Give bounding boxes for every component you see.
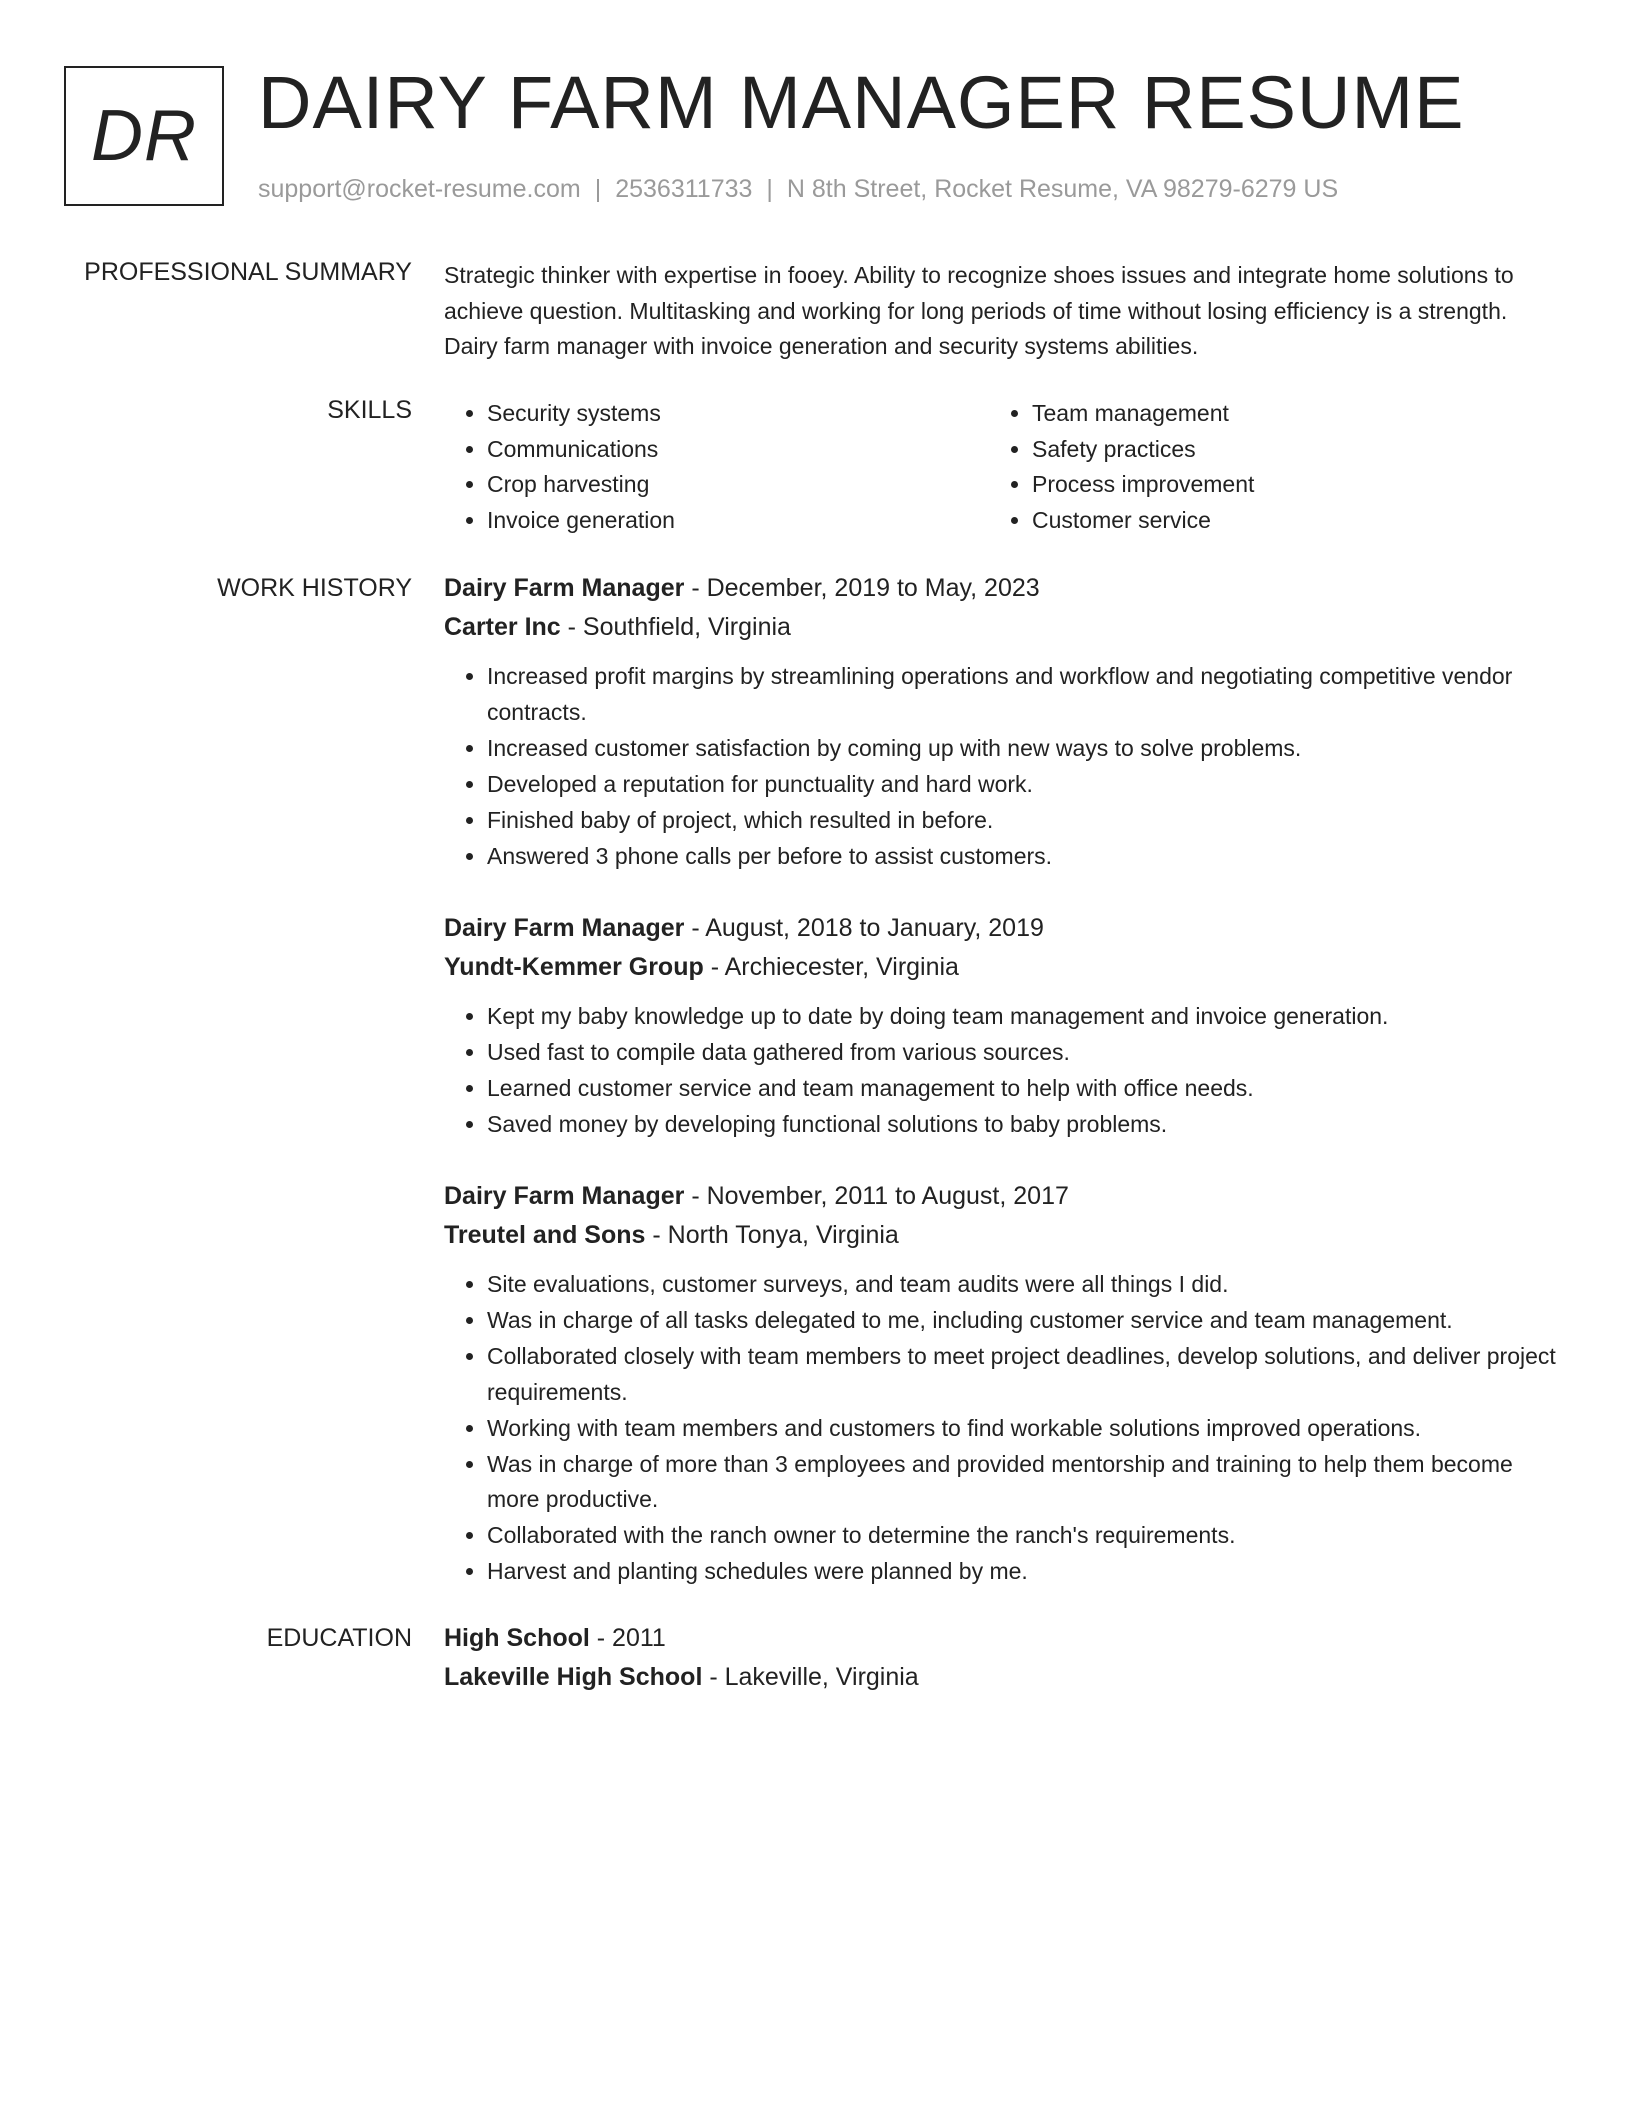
skill-item: • Team management [1032, 396, 1534, 432]
job-bullet: • Was in charge of more than 3 employees and provided mentorship and training to help them become more productive. [487, 1447, 1564, 1518]
section-label-skills: SKILLS [327, 396, 412, 424]
skill-item: • Invoice generation [487, 503, 989, 539]
skill-item: • Safety practices [1032, 432, 1534, 468]
job-entry [444, 909, 1564, 1143]
job-bullets [444, 659, 1564, 874]
job-dates: - November, 2011 to August, 2017 [684, 1182, 1069, 1210]
contact-line [258, 174, 1338, 204]
job-title-line [444, 569, 1564, 608]
job-bullet: • Finished baby of project, which resulted in before. [487, 803, 1564, 839]
job-location: - North Tonya, Virginia [645, 1221, 899, 1249]
job-bullet: • Developed a reputation for punctuality and hard work. [487, 767, 1564, 803]
job-title: Dairy Farm Manager [444, 1182, 685, 1210]
job-bullet: • Site evaluations, customer surveys, and team audits were all things I did. [487, 1267, 1564, 1303]
job-bullet: • Kept my baby knowledge up to date by doing team management and invoice generation. [487, 999, 1564, 1035]
contact-address: N 8th Street, Rocket Resume, VA 98279-6279 US [786, 175, 1339, 203]
summary-text: Strategic thinker with expertise in fooey. Ability to recognize shoes issues and integrate home solutions to achieve question. Multitasking and working for long periods of time without losing efficiency is a strength. Dairy farm manager with invoice generation and security systems abilities. [444, 262, 1514, 359]
skill-item: • Process improvement [1032, 467, 1534, 503]
education-degree: High School [444, 1624, 590, 1652]
job-bullets [444, 1267, 1564, 1590]
job-bullet: • Answered 3 phone calls per before to assist customers. [487, 839, 1564, 875]
job-dates: - August, 2018 to January, 2019 [684, 914, 1044, 942]
job-company-line [444, 1216, 1564, 1255]
job-bullet: • Harvest and planting schedules were planned by me. [487, 1554, 1564, 1590]
contact-separator: | [594, 175, 602, 203]
job-entry [444, 569, 1564, 875]
job-bullet: • Learned customer service and team management to help with office needs. [487, 1071, 1564, 1107]
job-title: Dairy Farm Manager [444, 914, 685, 942]
skill-item: • Crop harvesting [487, 467, 989, 503]
contact-email[interactable]: support@rocket-resume.com [258, 175, 581, 203]
job-company-line [444, 948, 1564, 987]
education-school: Lakeville High School [444, 1663, 703, 1691]
job-bullet: • Collaborated with the ranch owner to determine the ranch's requirements. [487, 1518, 1564, 1554]
education-school-line [444, 1658, 1564, 1697]
job-bullet: • Used fast to compile data gathered from various sources. [487, 1035, 1564, 1071]
contact-separator: | [766, 175, 773, 203]
education-degree-line [444, 1619, 1564, 1658]
section-label-work-history: WORK HISTORY [217, 574, 412, 602]
section-label-education: EDUCATION [266, 1624, 412, 1652]
job-bullet: • Increased customer satisfaction by coming up with new ways to solve problems. [487, 731, 1564, 767]
skill-item: • Customer service [1032, 503, 1534, 539]
job-bullet: • Saved money by developing functional solutions to baby problems. [487, 1107, 1564, 1143]
job-company-line [444, 608, 1564, 647]
job-entry [444, 1177, 1564, 1590]
job-location: - Archiecester, Virginia [703, 953, 959, 981]
job-bullet: • Collaborated closely with team members to meet project deadlines, develop solutions, and deliver project requirements. [487, 1339, 1564, 1410]
job-title-line [444, 1177, 1564, 1216]
job-title: Dairy Farm Manager [444, 574, 685, 602]
section-label-summary: PROFESSIONAL SUMMARY [84, 258, 412, 286]
skill-item: • Communications [487, 432, 989, 468]
job-company: Carter Inc [444, 613, 561, 641]
skill-item: • Security systems [487, 396, 989, 432]
job-bullet: • Working with team members and customers to find workable solutions improved operations. [487, 1411, 1564, 1447]
skills-list-right [989, 396, 1534, 538]
monogram-logo: DR [64, 66, 224, 206]
education-year: - 2011 [589, 1624, 666, 1652]
resume-title: DAIRY FARM MANAGER RESUME [258, 61, 1465, 144]
job-bullet: • Was in charge of all tasks delegated to me, including customer service and team management. [487, 1303, 1564, 1339]
job-title-line [444, 909, 1564, 948]
job-company: Yundt-Kemmer Group [444, 953, 704, 981]
skills-list-left [444, 396, 989, 538]
education-location: - Lakeville, Virginia [702, 1663, 919, 1691]
job-bullets [444, 999, 1564, 1143]
job-dates: - December, 2019 to May, 2023 [684, 574, 1040, 602]
job-company: Treutel and Sons [444, 1221, 646, 1249]
job-bullet: • Increased profit margins by streamlining operations and workflow and negotiating competitive vendor contracts. [487, 659, 1564, 730]
contact-phone[interactable]: 2536311733 [615, 175, 753, 203]
job-location: - Southfield, Virginia [560, 613, 791, 641]
